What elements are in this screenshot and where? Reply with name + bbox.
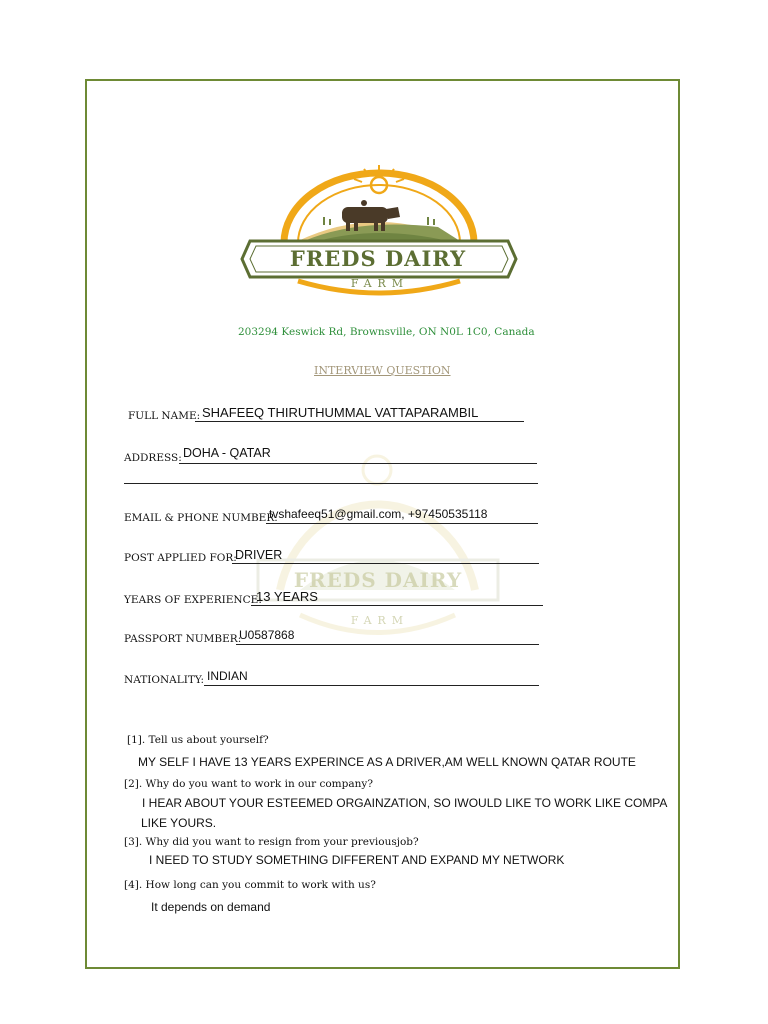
post-value: DRIVER (235, 548, 283, 562)
address-label: ADDRESS: (124, 452, 182, 464)
question-1: [1]. Tell us about yourself? (127, 734, 269, 746)
nationality-value: INDIAN (207, 669, 248, 683)
question-3: [3]. Why did you want to resign from your previousjob? (124, 836, 419, 848)
passport-line (236, 644, 539, 645)
full-name-value: SHAFEEQ THIRUTHUMMAL VATTAPARAMBIL (202, 405, 479, 420)
email-phone-value: tvshafeeq51@gmail.com, +97450535118 (269, 507, 488, 521)
full-name-line (195, 421, 524, 422)
address-value: DOHA - QATAR (183, 446, 271, 460)
address-line (179, 463, 537, 464)
post-line (232, 563, 539, 564)
full-name-label: FULL NAME: (128, 410, 201, 422)
passport-label: PASSPORT NUMBER: (124, 633, 242, 645)
logo-subtitle: FARM (350, 277, 410, 290)
nationality-line (204, 685, 539, 686)
experience-line (251, 605, 543, 606)
experience-value: 13 YEARS (256, 589, 318, 604)
page-title: INTERVIEW QUESTION (314, 364, 451, 377)
email-phone-label: EMAIL & PHONE NUMBER: (124, 512, 278, 524)
company-address: 203294 Keswick Rd, Brownsville, ON N0L 1C0, Canada (238, 326, 535, 338)
answer-2-line-1: I HEAR ABOUT YOUR ESTEEMED ORGAINZATION, SO IWOULD LIKE TO WORK LIKE COMPA (142, 796, 668, 810)
watermark-subtitle: FARM (350, 614, 410, 627)
passport-value: U0587868 (239, 628, 295, 642)
answer-4: It depends on demand (151, 900, 271, 914)
question-4: [4]. How long can you commit to work with us? (124, 879, 376, 891)
watermark-title: FREDS DAIRY (293, 568, 463, 592)
answer-2-line-2: LIKE YOURS. (141, 816, 217, 830)
address-line-2 (124, 483, 538, 484)
experience-label: YEARS OF EXPERIENCE: (124, 594, 262, 606)
logo-title: FREDS DAIRY (289, 246, 467, 271)
answer-3: I NEED TO STUDY SOMETHING DIFFERENT AND EXPAND MY NETWORK (149, 853, 565, 867)
nationality-label: NATIONALITY: (124, 674, 205, 686)
email-phone-line (266, 523, 538, 524)
answer-1: MY SELF I HAVE 13 YEARS EXPERINCE AS A DRIVER,AM WELL KNOWN QATAR ROUTE (138, 755, 636, 769)
post-label: POST APPLIED FOR: (124, 552, 237, 564)
question-2: [2]. Why do you want to work in our company? (124, 778, 373, 790)
